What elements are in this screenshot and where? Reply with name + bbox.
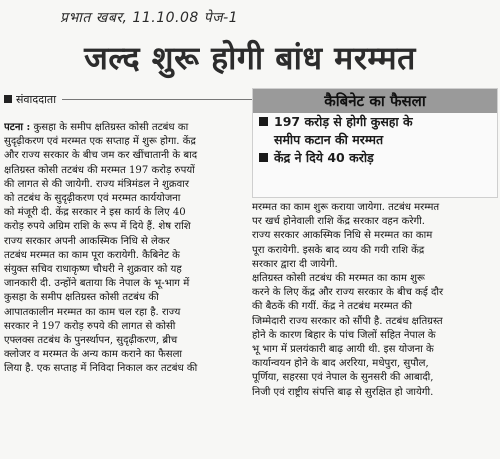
article-line: करोड़ रुपये अग्रिम राशि के रूप में दिये हैं. शेष राशि (4, 221, 191, 233)
article-line: कार्यान्वयन होने के बाद अररिया, मधेपुरा, सुपौल, (252, 358, 429, 370)
article-line: होने के कारण बिहार के पांच जिलों सहित नेपाल के (252, 329, 436, 341)
article-line: मरम्मत का काम शुरू कराया जायेगा. तटबंध मरम्मत (252, 202, 440, 213)
article-line: क्लोजर व मरम्मत के अन्य काम कराने का फैसला (4, 349, 183, 361)
article-line: जिम्मेदारी राज्य सरकार को सौंपी है. तटबंध क्षतिग्रस्त (252, 315, 443, 327)
article-line: को मंजूरी दी. केंद्र सरकार ने इस कार्य के लिए 40 (4, 207, 186, 219)
cabinet-decision-box (252, 88, 498, 198)
article-line: क्षतिग्रस्त कोसी तटबंध की मरम्मत का काम शुरू (252, 273, 425, 285)
article-line: और राज्य सरकार के बीच जम कर खींचातानी के बाद (4, 150, 198, 162)
article-line: पूरा करायेगी. इसके बाद व्यय की गयी राशि केंद्र (252, 244, 425, 256)
article-line: राज्य सरकार अपनी आकस्मिक निधि से लेकर (4, 235, 170, 247)
fact-box-title: कैबिनेट का फैसला (253, 89, 497, 113)
bullet-square-icon (259, 117, 268, 126)
article-line: निजी एवं राष्ट्रीय संपत्ति बाढ़ से सुरक्षित हो जायेगी. (252, 386, 434, 398)
article-line: लिया है. एक सप्ताह में निविदा निकाल कर तटबंध की (4, 363, 198, 375)
article-line: पटना : कुसहा के समीप क्षतिग्रस्त कोसी तटबंध का (4, 122, 189, 133)
fact-item (253, 113, 497, 149)
article-line: आपातकालीन मरम्मत का काम चल रहा है. राज्य (4, 306, 181, 318)
article-line: पर खर्च होनेवाली राशि केंद्र सरकार वहन करेगी. (252, 216, 425, 228)
article-line: भू भाग में प्रलयंकारी बाढ़ आयी थी. इस योजना के (252, 344, 434, 356)
fact-item (253, 149, 497, 167)
article-line: की बैठकें की गयीं. केंद्र ने तटबंध मरम्मत की (252, 301, 413, 313)
article-line: सरकार द्वारा दी जायेगी. (252, 258, 338, 270)
byline-rule (62, 99, 276, 100)
byline-label: संवाददाता (16, 92, 57, 106)
article-line: सुदृढ़ीकरण एवं मरम्मत एक सप्ताह में शुरू होगा. केंद्र (4, 136, 196, 148)
article-right-column (252, 201, 496, 400)
article-left-column (4, 121, 242, 377)
article-line: एफ्लक्स तटबंध के पुनर्स्थापन, सुदृढ़ीकरण, ब्रीच (4, 335, 178, 347)
fact-text: 197 करोड़ से होगी कुसहा के समीप कटान की मरम्मत (274, 114, 413, 147)
bullet-square-icon (259, 153, 268, 162)
article-line: संयुक्त सचिव राधाकृष्ण चौधरी ने शुक्रवार को यह (4, 264, 182, 276)
article-line: सरकार ने 197 करोड़ रुपये की लागत से कोसी (4, 320, 176, 332)
article-line: की लागत से की जायेगी. राज्य मंत्रिमंडल ने शुक्रवार (4, 178, 190, 190)
article-line: क्षतिग्रस्त कोसी तटबंध की मरम्मत 197 करोड़ रुपयों (4, 164, 195, 176)
fact-text: केंद्र ने दिये 40 करोड़ (274, 150, 374, 165)
handwritten-clipping-note: प्रभात खबर, 11.10.08 पेज-1 (60, 10, 239, 26)
byline-square-icon (4, 95, 12, 103)
article-line: करने के लिए केंद्र और राज्य सरकार के बीच कई दौर (252, 287, 444, 299)
dateline: पटना : (4, 122, 31, 133)
headline: जल्द शुरू होगी बांध मरम्मत (84, 39, 416, 77)
article-line: पूर्णिया, सहरसा एवं नेपाल के सुनसरी की आबादी, (252, 372, 434, 384)
article-line: तटबंध मरम्मत का काम पूरा करायेगी. कैबिनेट के (4, 249, 180, 261)
byline (4, 90, 276, 108)
article-line: कुसहा के समीप क्षतिग्रस्त कोसी तटबंध की (4, 292, 159, 304)
article-line: को तटबंध के सुदृढ़ीकरण एवं मरम्मत कार्ययोजना (4, 193, 181, 205)
article-line: जानकारी दी. उन्होंने बताया कि नेपाल के भू-भाग में (4, 278, 190, 290)
article-line: राज्य सरकार आकस्मिक निधि से मरम्मत का काम (252, 230, 433, 242)
